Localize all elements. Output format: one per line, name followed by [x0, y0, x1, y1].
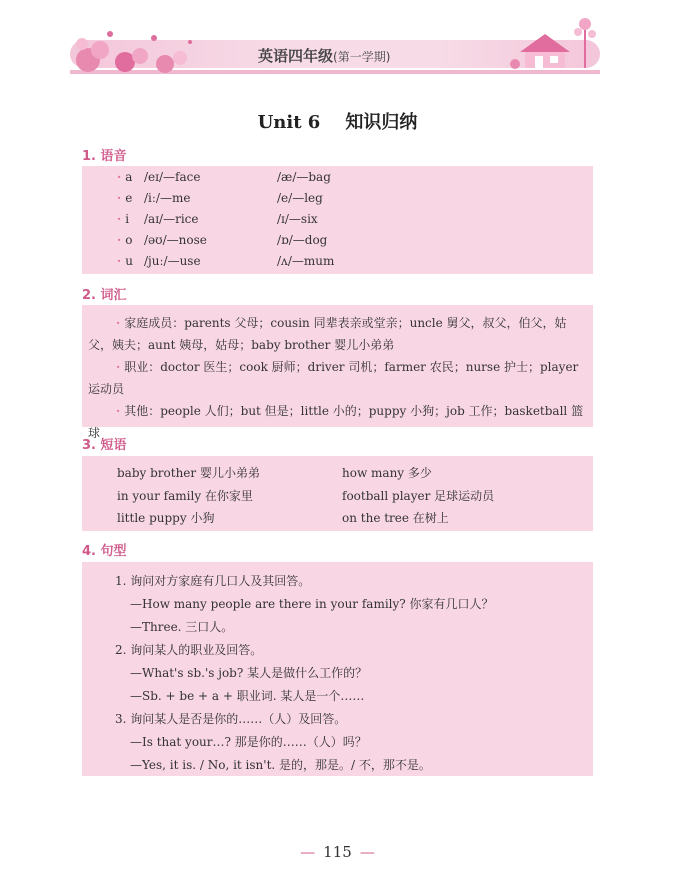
page-header: [0, 0, 675, 90]
sentence-line: —What's sb.'s job? 某人是做什么工作的？: [130, 666, 368, 680]
phonetics-row: [82, 233, 593, 253]
section-heading-phonetics: 1. 语音: [82, 149, 127, 164]
vocab-jobs: · 职业：doctor 医生；cook 厨师；driver 司机；farmer 农民；nurse 护士；player 运动员: [88, 360, 579, 396]
book-title: 英语四年级: [258, 47, 334, 65]
sentence-line: —How many people are there in your family? 你家有几口人？: [130, 597, 494, 611]
house-decoration-icon: [505, 12, 600, 72]
phonetics-long: /aɪ/—rice: [144, 212, 199, 226]
sentence-question-heading: 1. 询问对方家庭有几口人及其回答。: [115, 574, 311, 588]
sentence-question-heading: 3. 询问某人是否是你的……（人）及回答。: [115, 712, 347, 726]
phrase-item: how many 多少: [342, 466, 432, 480]
phonetics-short: /æ/—bag: [277, 170, 331, 184]
phonetics-short: /ɪ/—six: [277, 212, 318, 226]
phonetics-letter: · a: [117, 170, 133, 184]
header-title: [258, 45, 390, 66]
phonetics-row: [82, 191, 593, 211]
sentence-line: —Yes, it is. / No, it isn't. 是的，那是。/ 不，那不是。: [130, 758, 431, 772]
dash-icon: —: [300, 843, 316, 861]
phonetics-letter: · e: [117, 191, 133, 205]
sentence-line: —Three. 三口人。: [130, 620, 234, 634]
bullet-icon: ·: [116, 404, 121, 418]
phonetics-row: [82, 254, 593, 274]
book-subtitle: (第一学期): [333, 50, 391, 64]
bullet-icon: ·: [117, 170, 122, 184]
phrase-item: in your family 在你家里: [117, 489, 253, 503]
phonetics-row: [82, 170, 593, 190]
sentence-line: —Sb. + be + a + 职业词. 某人是一个……: [130, 689, 365, 703]
bullet-icon: ·: [117, 254, 122, 268]
vocab-others: · 其他：people 人们；but 但是；little 小的；puppy 小狗；job 工作；basketball 篮球: [88, 404, 584, 440]
sentence-question-heading: 2. 询问某人的职业及回答。: [115, 643, 263, 657]
phonetics-short: /e/—leg: [277, 191, 323, 205]
dash-icon: —: [359, 843, 375, 861]
unit-title: Unit 6 知识归纳: [257, 112, 418, 133]
section-heading-vocabulary: 2. 词汇: [82, 288, 127, 303]
vocab-family: · 家庭成员：parents 父母；cousin 同辈表亲或堂亲；uncle 舅父，叔父，伯父，姑父，姨夫；aunt 姨母，姑母；baby brother 婴儿小弟弟: [88, 316, 567, 352]
section-heading-phrases: 3. 短语: [82, 438, 127, 453]
phrases-box: [82, 456, 593, 531]
phrase-item: little puppy 小狗: [117, 511, 215, 525]
section-heading-sentences: 4. 句型: [82, 544, 127, 559]
phrase-item: baby brother 婴儿小弟弟: [117, 466, 260, 480]
phonetics-letter: · u: [117, 254, 133, 268]
sentence-line: —Is that your…? 那是你的……（人）吗？: [130, 735, 367, 749]
sentences-box: [82, 562, 593, 776]
phonetics-long: /əʊ/—nose: [144, 233, 207, 247]
phonetics-short: /ʌ/—mum: [277, 254, 335, 268]
page-number: — 115 —: [300, 843, 375, 861]
phonetics-long: /eɪ/—face: [144, 170, 201, 184]
bullet-icon: ·: [116, 316, 121, 330]
bullet-icon: ·: [117, 212, 122, 226]
flower-decoration-icon: [70, 20, 200, 75]
bullet-icon: ·: [117, 191, 122, 205]
phrase-item: football player 足球运动员: [342, 489, 495, 503]
bullet-icon: ·: [116, 360, 121, 374]
phonetics-long: /iː/—me: [144, 191, 191, 205]
vocabulary-box: [82, 305, 593, 440]
phrase-item: on the tree 在树上: [342, 511, 449, 525]
phonetics-letter: · o: [117, 233, 133, 247]
bullet-icon: ·: [117, 233, 122, 247]
phonetics-box: [82, 166, 593, 274]
phonetics-long: /juː/—use: [144, 254, 201, 268]
phonetics-short: /ɒ/—dog: [277, 233, 328, 247]
phonetics-row: [82, 212, 593, 232]
phonetics-letter: · i: [117, 212, 130, 226]
